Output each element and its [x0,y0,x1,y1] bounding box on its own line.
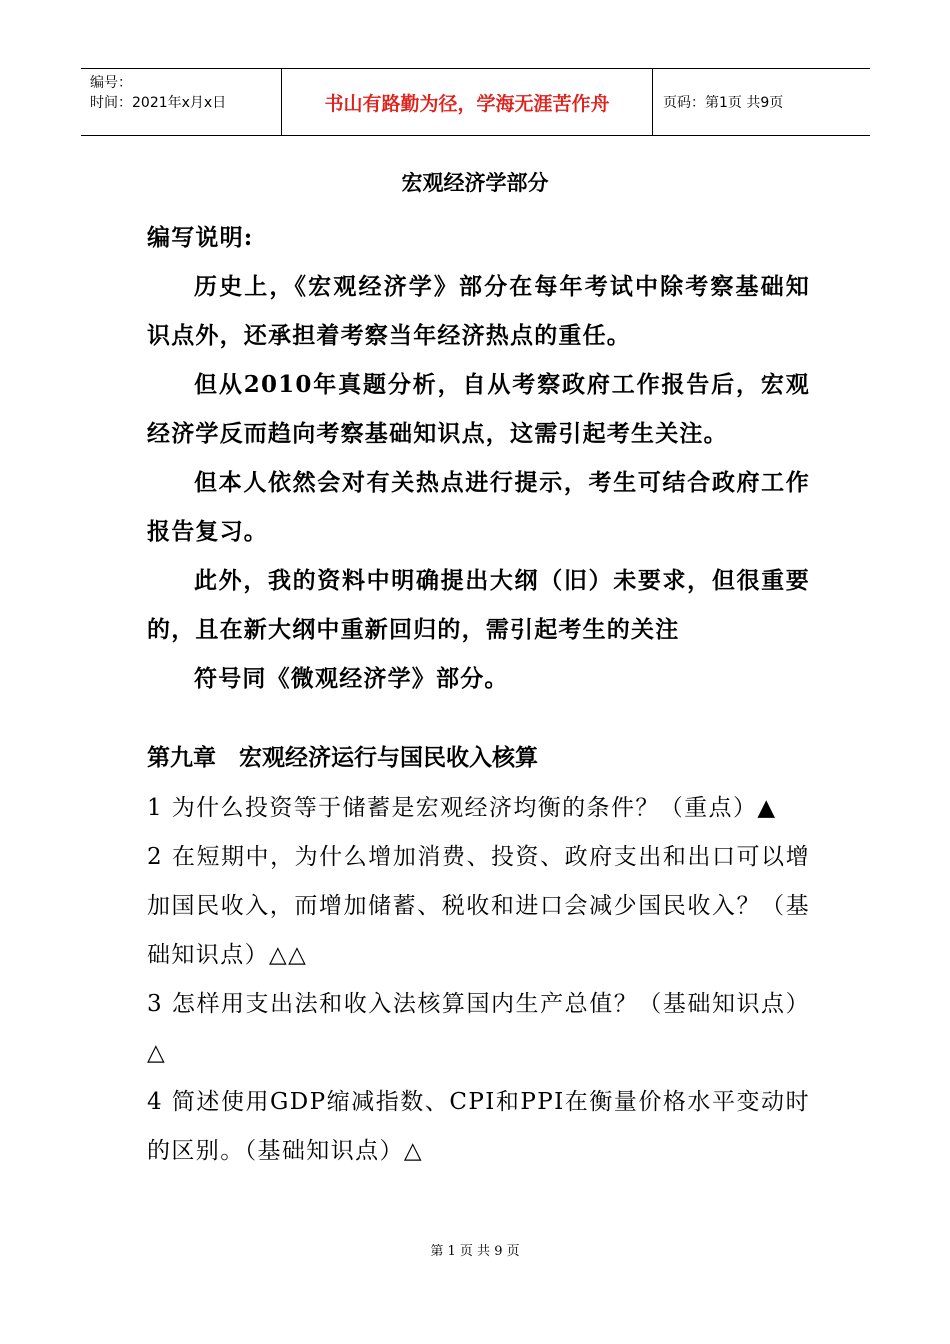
intro-paragraph: 但从2010年真题分析，自从考察政府工作报告后，宏观经济学反而趋向考察基础知识点，这需引起考生关注。 [147,371,810,447]
intro-heading: 编写说明: [147,224,254,251]
chapter-heading: 第九章 宏观经济运行与国民收入核算 [147,744,538,771]
header-motto: 书山有路勤为径，学海无涯苦作舟 [282,69,653,135]
intro-section [147,213,810,703]
intro-paragraph: 历史上，《宏观经济学》部分在每年考试中除考察基础知识点外，还承担着考察当年经济热点的重任。 [147,273,810,349]
document-title: 宏观经济学部分 [401,170,549,195]
question-item: 3 怎样用支出法和收入法核算国内生产总值？（基础知识点）△ [147,991,810,1066]
question-item: 2 在短期中，为什么增加消费、投资、政府支出和出口可以增加国民收入，而增加储蓄、税收和进口会减少国民收入？（基础知识点）△△ [147,844,810,968]
intro-paragraph: 符号同《微观经济学》部分。 [194,665,509,692]
question-item: 1 为什么投资等于储蓄是宏观经济均衡的条件？（重点）▲ [147,795,777,821]
question-list [147,784,810,1176]
question-item: 4 简述使用GDP缩减指数、CPI和PPI在衡量价格水平变动时的区别。（基础知识点）△ [147,1089,810,1164]
intro-paragraph: 此外，我的资料中明确提出大纲（旧）未要求，但很重要的，且在新大纲中重新回归的，需引起考生的关注 [147,567,810,643]
intro-paragraph: 但本人依然会对有关热点进行提示，考生可结合政府工作报告复习。 [147,469,810,545]
page-footer: 第 1 页 共 9 页 [430,1244,520,1259]
document-number-label: 编号： [90,75,132,91]
header-meta-cell [81,69,282,135]
page-header [81,68,870,136]
document-date-label: 时间：2021年x月x日 [90,95,227,111]
header-page-info: 页码：第1页 共9页 [663,95,784,111]
